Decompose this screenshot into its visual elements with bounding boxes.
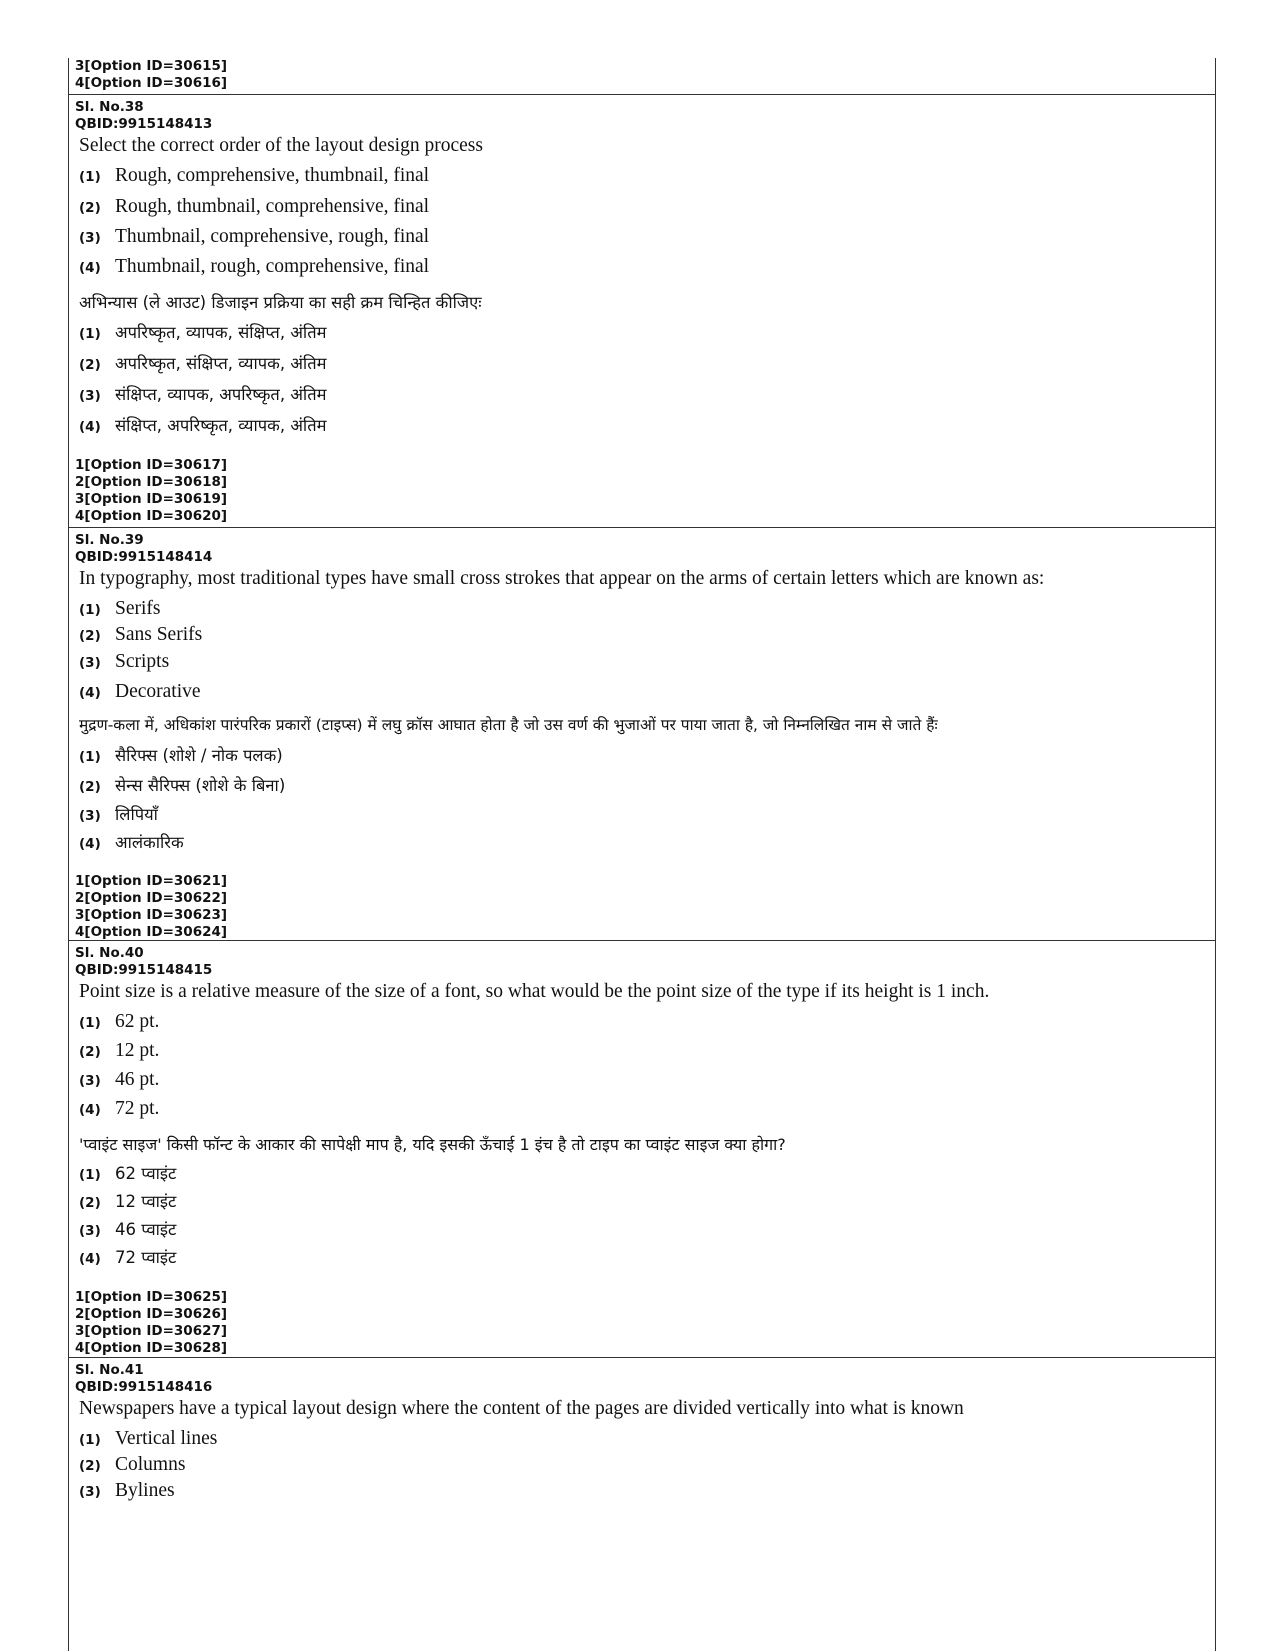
question-40 bbox=[69, 940, 1215, 1358]
option-id-list bbox=[69, 457, 227, 525]
question-38 bbox=[69, 94, 1215, 527]
option-en-4: (4) Thumbnail, rough, comprehensive, final bbox=[79, 256, 430, 277]
option-en-2: (2) Columns bbox=[79, 1454, 186, 1475]
question-text-en: Select the correct order of the layout design process bbox=[79, 135, 483, 156]
option-id-list bbox=[69, 873, 227, 941]
option-id: 4[Option ID=30628] bbox=[75, 1340, 228, 1356]
serial-number: Sl. No.38 bbox=[75, 99, 144, 115]
option-hi-3: (3) 46 प्वाइंट bbox=[79, 1220, 177, 1239]
option-id: 4[Option ID=30624] bbox=[75, 924, 228, 940]
qbid: QBID:9915148413 bbox=[75, 116, 213, 132]
option-en-3: (3) 46 pt. bbox=[79, 1069, 160, 1090]
option-hi-1: (1) सैरिफ्स (शोशे / नोक पलक) bbox=[79, 746, 283, 765]
question-text-hi: अभिन्यास (ले आउट) डिजाइन प्रक्रिया का सही क्रम चिन्हित कीजिएः bbox=[79, 293, 482, 312]
option-hi-1: (1) 62 प्वाइंट bbox=[79, 1164, 177, 1183]
option-en-1: (1) Vertical lines bbox=[79, 1428, 218, 1449]
option-id: 3[Option ID=30619] bbox=[75, 491, 228, 507]
option-hi-2: (2) 12 प्वाइंट bbox=[79, 1192, 177, 1211]
option-en-1: (1) 62 pt. bbox=[79, 1011, 160, 1032]
option-id: 3[Option ID=30627] bbox=[75, 1323, 228, 1339]
qbid: QBID:9915148415 bbox=[75, 962, 213, 978]
option-id-list bbox=[69, 1289, 227, 1357]
qbid: QBID:9915148416 bbox=[75, 1379, 213, 1395]
option-en-1: (1) Serifs bbox=[79, 598, 161, 619]
option-id: 1[Option ID=30621] bbox=[75, 873, 228, 889]
option-hi-4: (4) संक्षिप्त, अपरिष्कृत, व्यापक, अंतिम bbox=[79, 416, 327, 435]
option-id: 2[Option ID=30626] bbox=[75, 1306, 228, 1322]
option-id: 3[Option ID=30615] bbox=[75, 58, 228, 74]
question-text-en: Point size is a relative measure of the size of a font, so what would be the point size of the type if its height is 1 inch. bbox=[79, 981, 990, 1002]
option-hi-2: (2) सेन्स सैरिफ्स (शोशे के बिना) bbox=[79, 776, 286, 795]
option-en-1: (1) Rough, comprehensive, thumbnail, final bbox=[79, 165, 430, 186]
question-text-en: In typography, most traditional types have small cross strokes that appear on the arms of certain letters which are known as: bbox=[79, 568, 1045, 589]
option-hi-4: (4) 72 प्वाइंट bbox=[79, 1248, 177, 1267]
option-en-4: (4) Decorative bbox=[79, 681, 201, 702]
option-en-3: (3) Bylines bbox=[79, 1480, 175, 1501]
option-id: 2[Option ID=30618] bbox=[75, 474, 228, 490]
serial-number: Sl. No.39 bbox=[75, 532, 144, 548]
question-41 bbox=[69, 1357, 1215, 1652]
option-en-2: (2) Rough, thumbnail, comprehensive, final bbox=[79, 196, 430, 217]
option-en-4: (4) 72 pt. bbox=[79, 1098, 160, 1119]
question-text-en: Newspapers have a typical layout design where the content of the pages are divided vertically into what is known bbox=[79, 1398, 964, 1419]
question-text-hi: 'प्वाइंट साइज' किसी फॉन्ट के आकार की सापेक्षी माप है, यदि इसकी ऊँचाई 1 इंच है तो टाइप का प्वाइंट साइज क्या होगा? bbox=[79, 1135, 786, 1154]
option-hi-2: (2) अपरिष्कृत, संक्षिप्त, व्यापक, अंतिम bbox=[79, 354, 327, 373]
option-id: 3[Option ID=30623] bbox=[75, 907, 228, 923]
serial-number: Sl. No.41 bbox=[75, 1362, 144, 1378]
option-en-3: (3) Scripts bbox=[79, 651, 170, 672]
option-id: 2[Option ID=30622] bbox=[75, 890, 228, 906]
serial-number: Sl. No.40 bbox=[75, 945, 144, 961]
option-id: 4[Option ID=30620] bbox=[75, 508, 228, 524]
question-paper-frame bbox=[68, 58, 1216, 1651]
option-en-2: (2) Sans Serifs bbox=[79, 624, 203, 645]
option-en-3: (3) Thumbnail, comprehensive, rough, final bbox=[79, 226, 430, 247]
option-hi-3: (3) संक्षिप्त, व्यापक, अपरिष्कृत, अंतिम bbox=[79, 385, 327, 404]
option-hi-1: (1) अपरिष्कृत, व्यापक, संक्षिप्त, अंतिम bbox=[79, 323, 327, 342]
option-id: 1[Option ID=30625] bbox=[75, 1289, 228, 1305]
qbid: QBID:9915148414 bbox=[75, 549, 213, 565]
option-id-list-37 bbox=[69, 58, 1215, 92]
option-id: 1[Option ID=30617] bbox=[75, 457, 228, 473]
option-hi-4: (4) आलंकारिक bbox=[79, 833, 184, 852]
question-39 bbox=[69, 527, 1215, 941]
option-en-2: (2) 12 pt. bbox=[79, 1040, 160, 1061]
option-hi-3: (3) लिपियाँ bbox=[79, 805, 158, 824]
question-text-hi: मुद्रण-कला में, अधिकांश पारंपरिक प्रकारों (टाइप्स) में लघु क्रॉस आघात होता है जो उस वर्ण की भुजाओं पर पाया जाता है, जो निम्नलिखित नाम से जाते हैंः bbox=[79, 716, 938, 734]
option-id: 4[Option ID=30616] bbox=[75, 75, 228, 91]
